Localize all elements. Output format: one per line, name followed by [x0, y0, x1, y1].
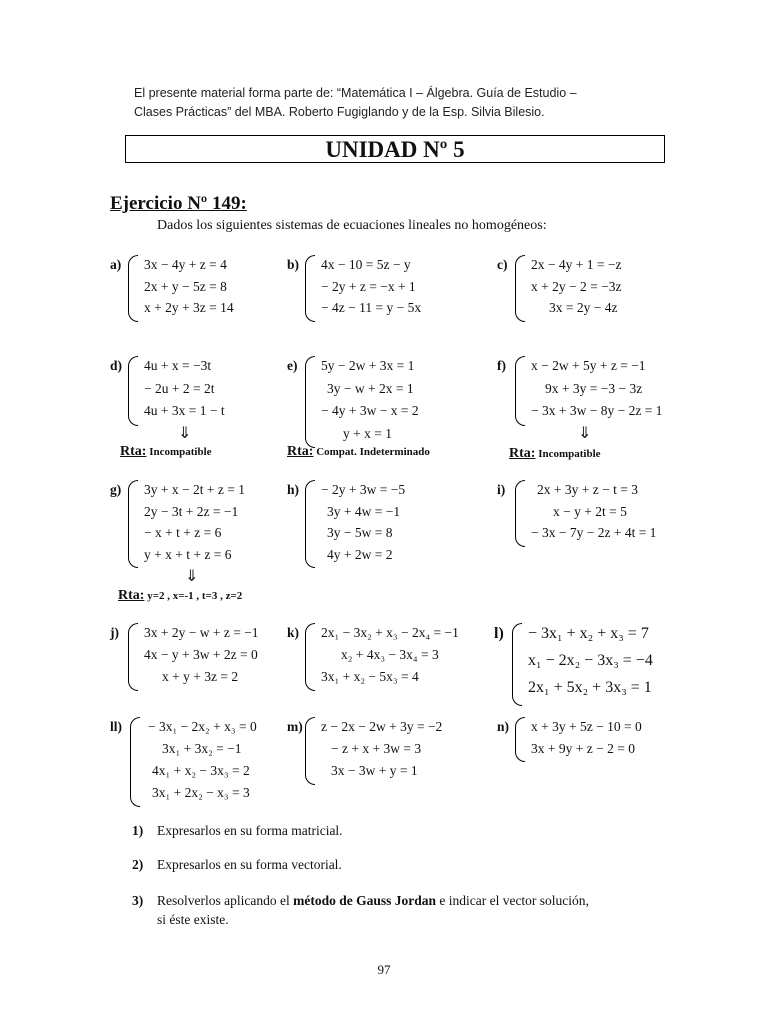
question-text: Expresarlos en su forma matricial.: [157, 823, 343, 838]
equation: 4x − 10 = 5z − y: [321, 257, 411, 272]
equation: 3y + 4w = −1: [327, 503, 401, 519]
header-line-1: El presente material forma parte de: “Matemática I – Álgebra. Guía de Estudio –: [134, 86, 577, 100]
system-brace: [130, 717, 140, 807]
exercise-intro: Dados los siguientes sistemas de ecuaciones lineales no homogéneos:: [157, 218, 547, 233]
system-brace: [512, 623, 522, 706]
system-brace: [128, 480, 138, 568]
implies-arrow: ⇓: [578, 425, 592, 442]
system-label: k): [287, 625, 300, 640]
question-text: Expresarlos en su forma vectorial.: [157, 857, 342, 872]
system-label: ll): [110, 719, 122, 734]
system-brace: [305, 623, 315, 691]
system-brace: [305, 255, 315, 322]
equation: x − y + 2t = 5: [553, 503, 627, 519]
question-text-line2: si éste existe.: [157, 912, 229, 927]
answer-e: [287, 444, 430, 460]
question-2: [132, 857, 342, 873]
answer-text: Compat. Indeterminado: [316, 446, 430, 458]
question-text-cont: e indicar el vector solución,: [435, 893, 589, 908]
question-1: [132, 823, 343, 839]
answer-label: Rta:: [118, 588, 145, 603]
system-label: n): [497, 719, 510, 734]
equation: − 4z − 11 = y − 5x: [321, 300, 422, 315]
equation: 4u + 3x = 1 − t: [144, 403, 225, 418]
implies-arrow: ⇓: [185, 568, 199, 585]
equation: 3x₁ + 2x₂ − x₃ = 3: [152, 785, 250, 800]
equation: x + y + 3z = 2: [162, 669, 239, 684]
system-label: m): [287, 719, 303, 734]
equation: − 2u + 2 = 2t: [144, 380, 215, 396]
equation: − 2y + z = −x + 1: [321, 278, 416, 294]
document-header: [134, 84, 674, 122]
system-label: j): [110, 625, 119, 640]
equation: 3y − 5w = 8: [327, 525, 393, 540]
equation: − 3x − 7y − 2z + 4t = 1: [531, 525, 657, 540]
system-brace: [515, 717, 525, 762]
system-brace: [128, 356, 138, 426]
system-brace: [128, 623, 138, 691]
system-label: c): [497, 257, 508, 272]
equation: x − 2w + 5y + z = −1: [531, 358, 646, 373]
system-label: l): [494, 625, 504, 642]
equation: 3x + 2y − w + z = −1: [144, 625, 259, 640]
answer-g: [118, 588, 242, 604]
equation: 2x₁ − 3x₂ + x₃ − 2x₄ = −1: [321, 625, 459, 640]
question-number: 3): [132, 893, 144, 908]
exercise-title: Ejercicio Nº 149:: [110, 193, 247, 214]
answer-label: Rta:: [120, 444, 147, 459]
equation: 4u + x = −3t: [144, 358, 212, 373]
system-label: i): [497, 482, 506, 497]
equation: 4x − y + 3w + 2z = 0: [144, 647, 258, 662]
equation: 2x₁ + 5x₂ + 3x₃ = 1: [528, 679, 652, 696]
equation: − 3x + 3w − 8y − 2z = 1: [531, 403, 663, 418]
system-brace: [305, 480, 315, 568]
header-line-2: Clases Prácticas” del MBA. Roberto Fugiglando y de la Esp. Silvia Bilesio.: [134, 105, 545, 119]
system-brace: [515, 255, 525, 322]
equation: 3y − w + 2x = 1: [327, 380, 414, 396]
equation: y + x = 1: [343, 425, 392, 441]
system-label: g): [110, 482, 122, 497]
system-brace: [515, 480, 525, 547]
equation: 2x − 4y + 1 = −z: [531, 257, 622, 272]
system-label: h): [287, 482, 300, 497]
system-brace: [515, 356, 525, 426]
equation: − 3x₁ − 2x₂ + x₃ = 0: [148, 719, 257, 734]
answer-text: y=2 , x=-1 , t=3 , z=2: [147, 590, 243, 602]
system-label: b): [287, 257, 300, 272]
equation: 4y + 2w = 2: [327, 546, 393, 562]
system-label: d): [110, 358, 123, 373]
equation: 4x₁ + x₂ − 3x₃ = 2: [152, 763, 250, 778]
equation: − 3x₁ + x₂ + x₃ = 7: [528, 625, 649, 642]
answer-text: Incompatible: [538, 448, 601, 460]
equation: 3x + 9y + z − 2 = 0: [531, 740, 635, 756]
equation: 2y − 3t + 2z = −1: [144, 503, 239, 519]
system-brace: [305, 717, 315, 785]
equation: 5y − 2w + 3x = 1: [321, 358, 415, 373]
equation: 3x = 2y − 4z: [549, 300, 618, 315]
answer-label: Rta:: [287, 444, 314, 459]
answer-label: Rta:: [509, 446, 536, 461]
equation: 3x − 4y + z = 4: [144, 257, 227, 272]
equation: x + 2y + 3z = 14: [144, 300, 234, 315]
question-number: 1): [132, 823, 144, 838]
implies-arrow: ⇓: [178, 425, 192, 442]
answer-text: Incompatible: [149, 446, 212, 458]
equation: 3x − 3w + y = 1: [331, 763, 418, 778]
equation: − z + x + 3w = 3: [331, 741, 422, 756]
page-number: 97: [377, 962, 391, 977]
equation: 2x + 3y + z − t = 3: [537, 482, 638, 497]
equation: − 4y + 3w − x = 2: [321, 403, 419, 418]
system-brace: [305, 356, 315, 448]
system-label: f): [497, 358, 506, 373]
equation: − 2y + 3w = −5: [321, 482, 406, 497]
equation: − x + t + z = 6: [144, 525, 222, 540]
equation: 3x₁ + 3x₂ = −1: [162, 741, 242, 756]
answer-d: [120, 444, 212, 460]
equation: z − 2x − 2w + 3y = −2: [321, 719, 443, 734]
equation: 9x + 3y = −3 − 3z: [545, 380, 643, 396]
equation: x + 2y − 2 = −3z: [531, 278, 622, 294]
equation: x + 3y + 5z − 10 = 0: [531, 719, 642, 734]
equation: 2x + y − 5z = 8: [144, 278, 227, 294]
system-label: a): [110, 257, 122, 272]
system-label: e): [287, 358, 298, 373]
equation: y + x + t + z = 6: [144, 546, 232, 562]
system-brace: [128, 255, 138, 322]
answer-f: [509, 446, 601, 462]
unit-title: UNIDAD Nº 5: [125, 135, 665, 163]
question-text: Resolverlos aplicando el: [157, 893, 294, 908]
question-3: [132, 891, 589, 929]
equation: 3x₁ + x₂ − 5x₃ = 4: [321, 669, 419, 684]
equation: 3y + x − 2t + z = 1: [144, 482, 245, 497]
question-number: 2): [132, 857, 144, 872]
equation: x₁ − 2x₂ − 3x₃ = −4: [528, 652, 653, 669]
equation: x₂ + 4x₃ − 3x₄ = 3: [341, 647, 439, 662]
method-name: método de Gauss Jordan: [293, 893, 436, 908]
